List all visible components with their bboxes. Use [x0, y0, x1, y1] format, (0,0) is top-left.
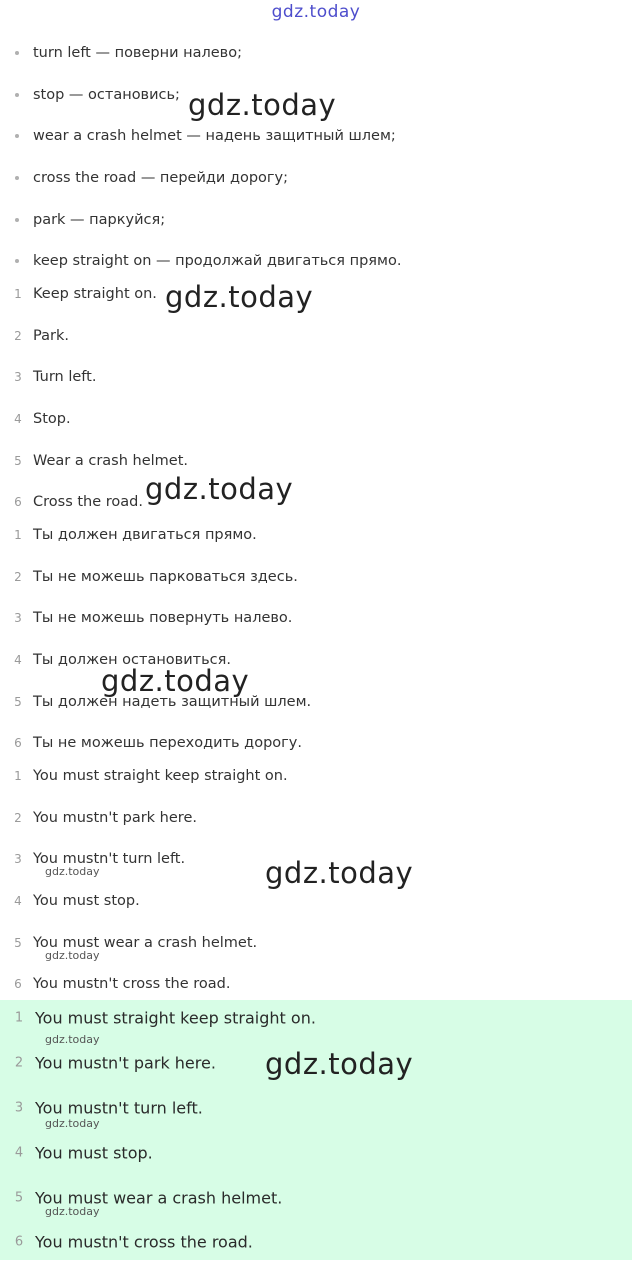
list-item: 2 Ты не можешь парковаться здесь.: [14, 568, 298, 585]
list-item: keep straight on — продолжай двигаться прямо.: [0, 240, 632, 282]
bullet-icon: [15, 134, 19, 138]
watermark: gdz.today: [265, 856, 414, 890]
list-item: 4 You must stop.: [14, 892, 140, 909]
list-item: 1 Ты должен двигаться прямо.: [14, 526, 257, 543]
watermark: gdz.today: [101, 664, 250, 698]
watermark: gdz.today: [188, 88, 337, 122]
watermark-small: gdz.today: [45, 865, 100, 878]
translations-list: [0, 514, 632, 764]
list-item: park — паркуйся;: [0, 199, 632, 241]
list-item: 5 You must wear a crash helmet.: [14, 934, 258, 951]
watermark: gdz.today: [165, 280, 314, 314]
list-item: 3 You mustn't turn left.: [14, 851, 186, 868]
list-item: 4 Stop.: [14, 410, 71, 427]
watermark: gdz.today: [265, 1047, 414, 1081]
list-item: 5 Ты должен надеть защитный шлем.: [14, 693, 312, 710]
list-item: 1 You must straight keep straight on.: [14, 767, 288, 784]
watermark: gdz.today: [145, 472, 294, 506]
list-item: 5 Wear a crash helmet.: [14, 452, 189, 469]
list-item: 6 You mustn't cross the road.: [14, 1232, 253, 1252]
list-item: stop — остановись;: [0, 74, 632, 116]
watermark-small: gdz.today: [45, 1205, 100, 1218]
list-item: 6 Ты не можешь переходить дорогу.: [14, 735, 302, 752]
list-item: 4 Ты должен остановиться.: [14, 651, 231, 668]
list-item: 1 Keep straight on.: [14, 285, 157, 302]
list-item: 3 Turn left.: [14, 369, 97, 386]
list-item: 6 Cross the road.: [14, 494, 143, 511]
bullet-icon: [15, 218, 19, 222]
list-item: 2 You mustn't park here.: [14, 1053, 216, 1073]
list-item: turn left — поверни налево;: [0, 32, 632, 74]
list-item: cross the road — перейди дорогу;: [0, 157, 632, 199]
list-item: 4 You must stop.: [14, 1143, 153, 1163]
list-item: 3 Ты не можешь повернуть налево.: [14, 610, 293, 627]
vocabulary-list: [0, 32, 632, 282]
commands-list: [0, 273, 632, 523]
list-item: wear a crash helmet — надень защитный шлем;: [0, 115, 632, 157]
bullet-icon: [15, 51, 19, 55]
list-item: 5 You must wear a crash helmet.: [14, 1188, 283, 1208]
bullet-icon: [15, 259, 19, 263]
list-item: 6 You mustn't cross the road.: [14, 976, 231, 993]
watermark-small: gdz.today: [45, 1117, 100, 1130]
list-item: 3 You mustn't turn left.: [14, 1098, 203, 1118]
watermark-small: gdz.today: [45, 1033, 100, 1046]
list-item: 1 You must straight keep straight on.: [14, 1008, 316, 1028]
list-item: 2 You mustn't park here.: [14, 809, 197, 826]
watermark-small: gdz.today: [45, 949, 100, 962]
watermark-top: gdz.today: [271, 2, 361, 22]
bullet-icon: [15, 93, 19, 97]
bullet-icon: [15, 176, 19, 180]
list-item: 2 Park.: [14, 327, 69, 344]
